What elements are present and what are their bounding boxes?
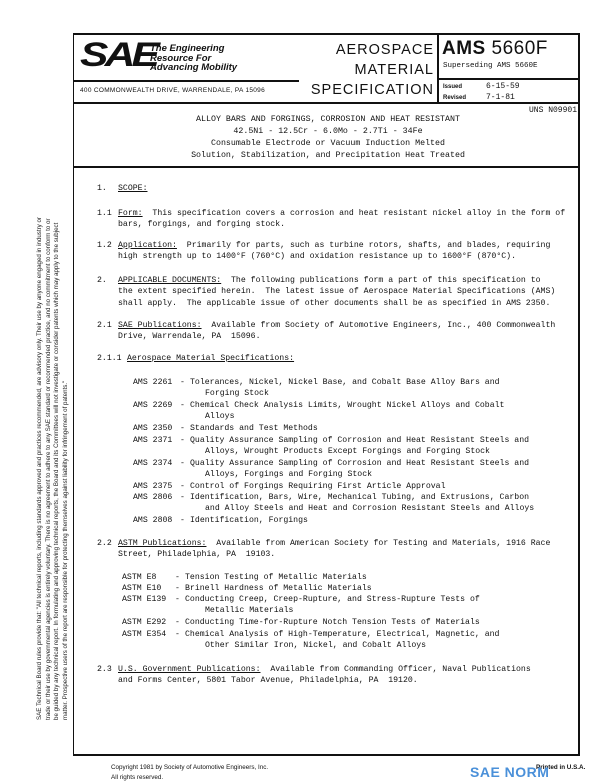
copyright — [111, 763, 268, 783]
ref-title: Alloys — [205, 412, 235, 422]
divider — [437, 33, 439, 103]
astm-ref-code — [122, 594, 166, 605]
section-number-text: 2. — [97, 276, 107, 285]
section-heading: SCOPE: — [118, 184, 148, 193]
ams-ref-title — [190, 423, 318, 434]
section-text: This specification covers a corrosion and heat resistant nickel alloy in the form of — [142, 209, 566, 218]
divider — [73, 166, 580, 168]
ref-dash: - — [175, 584, 180, 593]
ref-code: ASTM E354 — [122, 630, 167, 639]
ams-ref-title — [205, 469, 372, 480]
section-number-text: 1.1 — [97, 209, 112, 218]
astm-ref-title — [205, 640, 426, 651]
ref-code: AMS 2269 — [133, 401, 173, 410]
section-number-text: 1.2 — [97, 241, 112, 250]
ams-ref-title — [190, 377, 500, 388]
ref-title: Conducting Creep, Creep-Rupture, and Stress-Rupture Tests of — [185, 595, 480, 604]
ams-ref-code — [133, 400, 172, 411]
doc-type-line: AEROSPACE — [335, 42, 434, 58]
section-text-line — [118, 251, 516, 262]
superseding: Superseding AMS 5660E — [443, 62, 538, 70]
copyright-line: Copyright 1981 by Society of Automotive Engineers, Inc. — [111, 764, 269, 771]
document-type — [311, 40, 434, 100]
section-number — [97, 240, 112, 251]
ref-title: Tension Testing of Metallic Materials — [185, 573, 367, 582]
ams-prefix: AMS — [442, 38, 486, 59]
section-number — [97, 538, 112, 549]
ref-title: Chemical Check Analysis Limits, Wrought Nickel Alloys and Cobalt — [190, 401, 505, 410]
section-number — [97, 183, 107, 194]
ams-ref-code — [133, 515, 172, 526]
section-number — [97, 320, 112, 331]
disclaimer-line: SAE Technical Board rules provide that: "All technical reports, including standards approved and practices recommended, are advisory only. Their use by anyone engaged in industry or — [36, 217, 43, 720]
title-line: Solution, Stabilization, and Precipitation Heat Treated — [191, 151, 465, 160]
title-line: 42.5Ni - 12.5Cr - 6.0Mo - 2.7Ti - 34Fe — [233, 127, 423, 136]
tagline-line: The Engineering — [150, 43, 225, 54]
tagline-line: Advancing Mobility — [150, 62, 238, 73]
section-number-text: 2.1 — [97, 321, 112, 330]
ref-dash: - — [175, 595, 180, 604]
rights-line: All rights reserved. — [111, 774, 164, 781]
ref-code: AMS 2808 — [133, 516, 173, 525]
section-text-line — [118, 219, 285, 230]
ref-title: Control of Forgings Requiring First Article Approval — [190, 482, 446, 491]
disclaimer-line: trade or their use by governmental agencies is entirely voluntary. There is no agreement to adhere to any SAE standard or recommended practice, and no commitment to conform to or — [44, 218, 52, 720]
ref-title: Standards and Test Methods — [190, 424, 318, 433]
section-text: high strength up to 1400°F (760°C) and oxidation resistance up to 1600°F (870°C). — [118, 252, 516, 262]
section-text-line — [118, 298, 550, 309]
ref-code: ASTM E10 — [122, 584, 162, 593]
disclaimer-line: matter. Prospective users of the report are responsible for protecting themselves against liability for infringement of patents." — [61, 380, 69, 720]
section-text: The following publications form a part of this specification to — [221, 276, 541, 285]
astm-ref-code — [122, 583, 161, 594]
ref-dash: - — [180, 482, 185, 491]
section-text: bars, forgings, and forging stock. — [118, 220, 286, 230]
astm-ref-title — [185, 629, 499, 640]
ref-title: Forging Stock — [205, 389, 269, 399]
sae-logo: SAE — [80, 36, 157, 74]
section-text-line — [118, 286, 555, 297]
ref-dash: - — [180, 401, 185, 410]
document-title — [76, 114, 580, 162]
section-heading: Aerospace Material Specifications: — [127, 354, 295, 363]
uns-number: UNS N09901 — [528, 106, 577, 115]
ams-ref-title — [190, 458, 529, 469]
section-text: Available from Commanding Officer, Naval Publications — [260, 665, 531, 674]
ams-ref-title — [205, 411, 234, 422]
disclaimer-vertical — [36, 88, 70, 720]
astm-ref-title — [185, 594, 480, 605]
issued-date: 6-15-59 — [486, 82, 520, 91]
tagline-line: Resource For — [150, 52, 212, 64]
ref-title: Identification, Bars, Wire, Mechanical Tubing, and Extrusions, Carbon — [190, 493, 530, 502]
disclaimer-line: be guided by any technical report. In formulating and approving technical reports, the Board and its Committees will not investigate or consider patents which may apply to the subject — [53, 222, 61, 720]
address: 400 COMMONWEALTH DRIVE, WARRENDALE, PA 15096 — [80, 87, 266, 94]
ams-ref-code — [133, 458, 172, 469]
ref-title: Tolerances, Nickel, Nickel Base, and Cobalt Base Alloy Bars and — [190, 378, 500, 387]
ref-title: Alloys, Wrought Products Except Forgings and Forging Stock — [205, 447, 490, 457]
ref-title: Metallic Materials — [205, 606, 294, 616]
ref-title: Identification, Forgings — [190, 516, 308, 525]
doc-type-line: SPECIFICATION — [310, 82, 434, 98]
section-heading-line — [118, 538, 550, 549]
astm-ref-title — [185, 572, 367, 583]
section-heading-line — [118, 183, 147, 194]
section-heading: SAE Publications: — [118, 321, 202, 330]
section-number — [97, 664, 112, 675]
divider — [73, 80, 299, 82]
section-heading: U.S. Government Publications: — [118, 665, 261, 674]
ref-dash: - — [180, 378, 185, 387]
section-heading: Application: — [118, 241, 177, 250]
section-heading-line — [118, 240, 550, 251]
ams-code: 5660F — [491, 38, 548, 59]
section-number — [97, 275, 107, 286]
ref-dash: - — [175, 630, 180, 639]
ams-number — [442, 38, 548, 60]
sae-norm-watermark: SAE NORM — [470, 764, 550, 780]
ref-code: AMS 2375 — [133, 482, 173, 491]
section-number-text: 2.3 — [97, 665, 112, 674]
ref-code: AMS 2350 — [133, 424, 173, 433]
section-heading-line — [127, 353, 294, 364]
astm-ref-title — [185, 583, 372, 594]
ref-code: ASTM E292 — [122, 618, 167, 627]
section-number — [97, 208, 112, 219]
section-number-text: 1. — [97, 184, 107, 193]
ref-dash: - — [175, 618, 180, 627]
ams-ref-title — [205, 503, 534, 514]
ams-ref-code — [133, 481, 172, 492]
ams-ref-code — [133, 435, 172, 446]
section-text: Primarily for parts, such as turbine rotors, shafts, and blades, requiring — [176, 241, 551, 250]
ams-ref-title — [190, 515, 308, 526]
divider — [73, 102, 580, 104]
section-heading-line — [118, 208, 565, 219]
section-text-line — [118, 331, 261, 342]
section-number-text: 2.2 — [97, 539, 112, 548]
section-text-line — [118, 549, 275, 560]
ref-code: AMS 2374 — [133, 459, 173, 468]
section-text: Available from American Society for Testing and Materials, 1916 Race — [206, 539, 551, 548]
section-text: the extent specified herein. The latest issue of Aerospace Material Specifications (AMS) — [118, 287, 556, 297]
section-number — [97, 353, 122, 364]
ref-code: AMS 2806 — [133, 493, 173, 502]
ref-dash: - — [180, 436, 185, 445]
astm-ref-code — [122, 617, 166, 628]
astm-ref-code — [122, 629, 166, 640]
section-text: Drive, Warrendale, PA 15096. — [118, 332, 261, 342]
ref-code: ASTM E139 — [122, 595, 167, 604]
section-text-line — [118, 675, 418, 686]
ref-dash: - — [180, 516, 185, 525]
ref-title: Brinell Hardness of Metallic Materials — [185, 584, 372, 593]
revised-date: 7-1-81 — [486, 93, 515, 102]
section-heading: APPLICABLE DOCUMENTS: — [118, 276, 222, 285]
ref-title: Conducting Time-for-Rupture Notch Tension Tests of Materials — [185, 618, 480, 627]
section-heading-line — [118, 664, 531, 675]
section-text: shall apply. The applicable issue of other documents shall be as specified in AMS 2350. — [118, 298, 551, 308]
astm-ref-title — [205, 605, 293, 616]
ref-dash: - — [180, 493, 185, 502]
ref-code: AMS 2261 — [133, 378, 173, 387]
astm-ref-code — [122, 572, 156, 583]
section-heading: ASTM Publications: — [118, 539, 207, 548]
printed-in: Printed in U.S.A. — [536, 764, 586, 771]
section-text: and Forms Center, 5801 Tabor Avenue, Philadelphia, PA 19120. — [118, 676, 418, 686]
section-heading-line — [118, 275, 541, 286]
ref-code: ASTM E8 — [122, 573, 157, 582]
section-text: Available from Society of Automotive Engineers, Inc., 400 Commonwealth — [201, 321, 556, 330]
issued-label: Issued — [443, 84, 463, 90]
ams-ref-title — [190, 492, 529, 503]
ref-title: and Alloy Steels and Heat and Corrosion Resistant Steels and Alloys — [205, 504, 535, 514]
section-heading: Form: — [118, 209, 143, 218]
ref-dash: - — [180, 424, 185, 433]
title-line: Consumable Electrode or Vacuum Induction Melted — [210, 139, 445, 148]
doc-type-line: MATERIAL — [354, 62, 434, 78]
section-text: Street, Philadelphia, PA 19103. — [118, 550, 276, 560]
ref-title: Other Similar Iron, Nickel, and Cobalt Alloys — [205, 641, 427, 651]
ams-ref-code — [133, 377, 172, 388]
ams-ref-code — [133, 423, 172, 434]
ams-ref-title — [205, 388, 269, 399]
ref-title: Chemical Analysis of High-Temperature, Electrical, Magnetic, and — [185, 630, 500, 639]
section-number-text: 2.1.1 — [97, 354, 122, 363]
ams-ref-title — [190, 481, 446, 492]
ref-dash: - — [180, 459, 185, 468]
ref-code: AMS 2371 — [133, 436, 173, 445]
revised-label: Revised — [443, 95, 467, 101]
ref-title: Quality Assurance Sampling of Corrosion and Heat Resistant Steels and — [190, 436, 530, 445]
ref-title: Alloys, Forgings and Forging Stock — [205, 470, 373, 480]
ams-ref-code — [133, 492, 172, 503]
divider — [437, 78, 580, 80]
ref-title: Quality Assurance Sampling of Corrosion and Heat Resistant Steels and — [190, 459, 530, 468]
title-line: ALLOY BARS AND FORGINGS, CORROSION AND HEAT RESISTANT — [196, 115, 460, 124]
section-heading-line — [118, 320, 555, 331]
ams-ref-title — [190, 435, 529, 446]
logo-tagline — [150, 44, 237, 73]
ams-ref-title — [190, 400, 504, 411]
ams-ref-title — [205, 446, 490, 457]
astm-ref-title — [185, 617, 480, 628]
ref-dash: - — [175, 573, 180, 582]
